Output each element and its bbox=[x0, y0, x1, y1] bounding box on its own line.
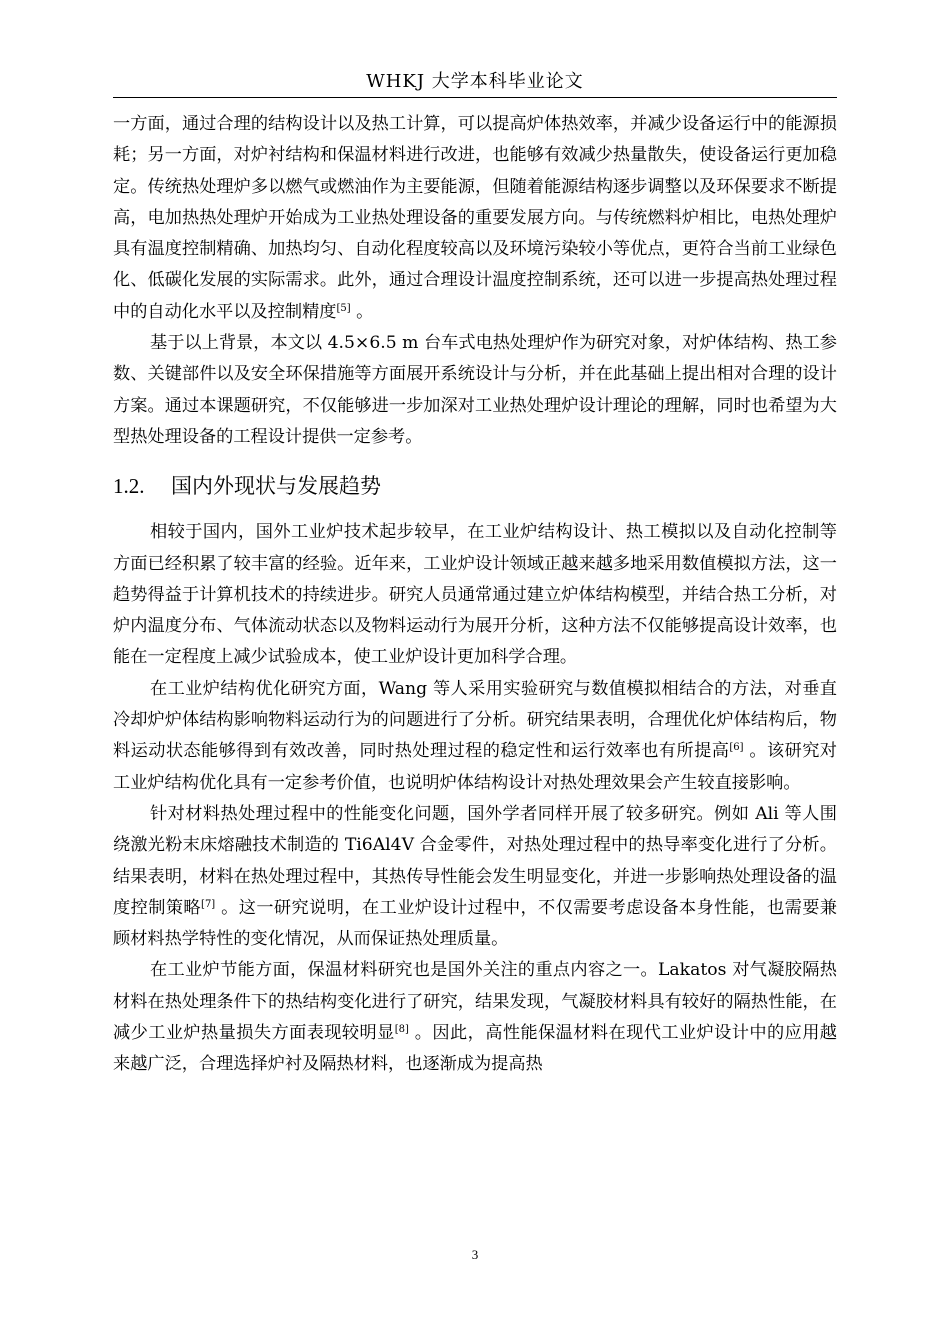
citation: [7] bbox=[201, 898, 216, 910]
body-text bbox=[113, 109, 837, 1081]
paragraph-text: 。因此，高性能保温材料在现代工业炉设计中的应用越来越广泛，合理选择炉衬及隔热材料，也逐渐成为提高热 bbox=[113, 1023, 837, 1075]
paragraph-text: 。 bbox=[350, 301, 374, 322]
citation: [6] bbox=[729, 742, 744, 754]
paragraph bbox=[113, 517, 837, 673]
paragraph bbox=[113, 674, 837, 799]
header-rule bbox=[113, 97, 837, 98]
paragraph bbox=[113, 955, 837, 1080]
paragraph-text: 基于以上背景，本文以 4.5×6.5 m 台车式电热处理炉作为研究对象，对炉体结构、热工参数、关键部件以及安全环保措施等方面展开系统设计与分析，并在此基础上提出相对合理的设计方案。通过本课题研究，不仅能够进一步加深对工业热处理炉设计理论的理解，同时也希望为大型热处理设备的工程设计提供一定参考。 bbox=[113, 333, 837, 447]
paragraph bbox=[113, 109, 837, 328]
citation: [8] bbox=[394, 1024, 409, 1036]
paragraph bbox=[113, 328, 837, 453]
paragraph-text: 相较于国内，国外工业炉技术起步较早，在工业炉结构设计、热工模拟以及自动化控制等方面已经积累了较丰富的经验。近年来，工业炉设计领域正越来越多地采用数值模拟方法，这一趋势得益于计算机技术的持续进步。研究人员通常通过建立炉体结构模型，并结合热工分析，对炉内温度分布、气体流动状态以及物料运动行为展开分析，这种方法不仅能够提高设计效率，也能在一定程度上减少试验成本，使工业炉设计更加科学合理。 bbox=[113, 522, 837, 668]
section-number: 1.2. bbox=[113, 474, 145, 499]
page-number: 3 bbox=[471, 1247, 479, 1262]
paragraph bbox=[113, 799, 837, 955]
citation: [5] bbox=[336, 302, 351, 314]
running-header: WHKJ 大学本科毕业论文 bbox=[366, 71, 584, 92]
section-heading bbox=[113, 468, 837, 504]
paragraph-text: 。该研究对工业炉结构优化具有一定参考价值，也说明炉体结构设计对热处理效果会产生较直接影响。 bbox=[113, 741, 837, 793]
paragraph-text: 在工业炉节能方面，保温材料研究也是国外关注的重点内容之一。Lakatos 对气凝胶隔热材料在热处理条件下的热结构变化进行了研究，结果发现，气凝胶材料具有较好的隔热性能，在减少工业炉热量损失方面表现较明显 bbox=[113, 960, 837, 1044]
section-title: 国内外现状与发展趋势 bbox=[171, 474, 381, 499]
paragraph-text: 一方面，通过合理的结构设计以及热工计算，可以提高炉体热效率，并减少设备运行中的能源损耗；另一方面，对炉衬结构和保温材料进行改进，也能够有效减少热量散失，使设备运行更加稳定。传统热处理炉多以燃气或燃油作为主要能源，但随着能源结构逐步调整以及环保要求不断提高，电加热热处理炉开始成为工业热处理设备的重要发展方向。与传统燃料炉相比，电热处理炉具有温度控制精确、加热均匀、自动化程度较高以及环境污染较小等优点，更符合当前工业绿色化、低碳化发展的实际需求。此外，通过合理设计温度控制系统，还可以进一步提高热处理过程中的自动化水平以及控制精度 bbox=[113, 114, 837, 322]
paragraph-text: 针对材料热处理过程中的性能变化问题，国外学者同样开展了较多研究。例如 Ali 等人围绕激光粉末床熔融技术制造的 Ti6Al4V 合金零件，对热处理过程中的热导率变化进行了分析。结果表明，材料在热处理过程中，其热传导性能会发生明显变化，并进一步影响热处理设备的温度控制策略 bbox=[113, 803, 837, 918]
paragraph-text: 在工业炉结构优化研究方面，Wang 等人采用实验研究与数值模拟相结合的方法，对垂直冷却炉炉体结构影响物料运动行为的问题进行了分析。研究结果表明，合理优化炉体结构后，物料运动状态能够得到有效改善，同时热处理过程的稳定性和运行效率也有所提高 bbox=[113, 678, 837, 762]
paragraph-text: 。这一研究说明，在工业炉设计过程中，不仅需要考虑设备本身性能，也需要兼顾材料热学特性的变化情况，从而保证热处理质量。 bbox=[113, 897, 837, 950]
